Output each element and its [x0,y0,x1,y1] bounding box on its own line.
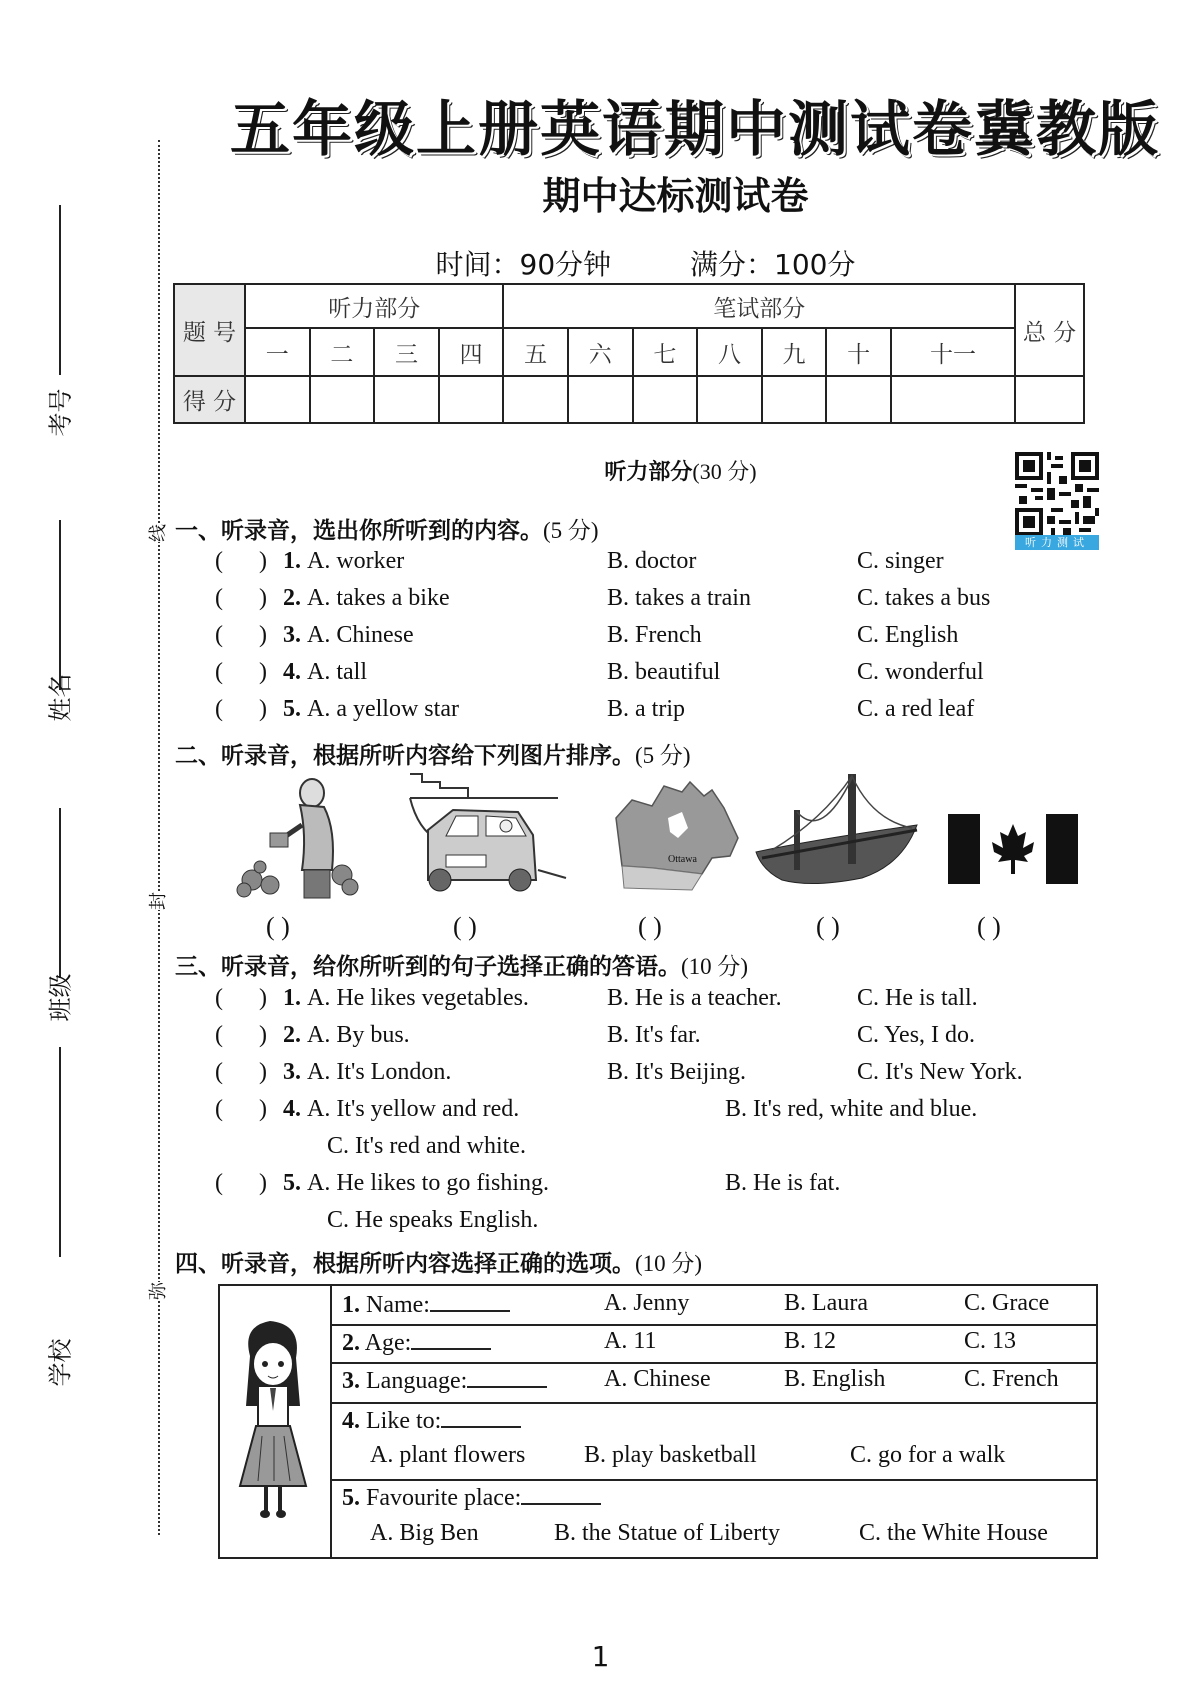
option-a: A. Chinese [604,1366,711,1392]
school-line[interactable] [59,1047,61,1257]
option-b: B. He is fat. [725,1170,841,1196]
section4-points: (10 分) [635,1251,703,1276]
section4-heading [175,1245,702,1278]
option-c: C. takes a bus [857,585,991,611]
section3-title: 三、听录音，给你所听到的句子选择正确的答语。 [175,954,681,980]
school-label: 学校 [46,1338,75,1387]
section3-points: (10 分) [681,954,749,979]
row-number: 3. [342,1368,360,1394]
score-cell-total[interactable] [1015,376,1084,423]
row-number: 4. [342,1408,360,1434]
exam-number-line[interactable] [59,205,61,375]
option-b: B. French [607,622,702,648]
option-c: C. 13 [964,1328,1017,1354]
question-number: 4. [283,1096,301,1122]
option-a: A. tall [307,659,367,685]
question-number: 1. [283,985,301,1011]
row-number: 1. [342,1292,360,1318]
section4-title: 四、听录音，根据所听内容选择正确的选项。 [175,1251,635,1277]
option-c: C. It's red and white. [327,1133,526,1159]
answer-blank[interactable] [467,1366,547,1388]
option-a: A. Jenny [604,1290,690,1316]
picture-canadian-flag [948,814,1078,884]
score-cell-1[interactable] [245,376,310,423]
option-c: C. the White House [859,1520,1048,1546]
class-line[interactable] [59,808,61,978]
answer-bracket[interactable]: ( ) [215,696,267,722]
option-c: C. He speaks English. [327,1207,539,1233]
option-c: C. singer [857,548,944,574]
option-a: A. a yellow star [307,696,459,722]
section1-points: (5 分) [543,518,599,543]
row-label: Language: [366,1368,468,1394]
exam-main-title: 五年级上册英语期中测试卷冀教版 [230,95,1160,165]
answer-bracket[interactable]: ( ) [215,622,267,648]
option-c: C. a red leaf [857,696,975,722]
option-c: C. French [964,1366,1059,1392]
option-b: B. He is a teacher. [607,985,782,1011]
picture-man-watering-flowers [232,775,362,900]
option-b: B. It's Beijing. [607,1059,746,1085]
listening-part-heading [0,455,1191,486]
picture-4-answer-bracket[interactable]: ( ) [816,912,840,941]
picture-3-answer-bracket[interactable]: ( ) [638,912,662,941]
answer-blank[interactable] [411,1328,491,1350]
option-c: C. He is tall. [857,985,978,1011]
option-b: B. beautiful [607,659,721,685]
girl-illustration [220,1286,326,1557]
col-10: 十 [826,328,891,376]
score-cell-2[interactable] [310,376,375,423]
picture-golden-gate-bridge [752,770,922,895]
binding-char-close: 弥 [144,1282,170,1300]
writing-group-header: 笔试部分 [503,284,1015,328]
row-number: 5. [342,1485,360,1511]
score-cell-3[interactable] [374,376,439,423]
question-number-header: 题 号 [174,284,245,376]
question-number: 3. [283,1059,301,1085]
col-6: 六 [568,328,633,376]
section2-points: (5 分) [635,743,691,768]
option-a: A. It's yellow and red. [307,1096,520,1122]
row-label: Favourite place: [366,1485,522,1511]
answer-bracket[interactable]: ( ) [215,1059,267,1085]
score-cell-10[interactable] [826,376,891,423]
answer-bracket[interactable]: ( ) [215,585,267,611]
class-label: 班级 [46,973,75,1022]
section2-heading [175,737,691,770]
binding-char-line: 线 [144,524,170,542]
score-cell-11[interactable] [891,376,1015,423]
total-score-header: 总 分 [1015,284,1084,376]
score-cell-8[interactable] [697,376,762,423]
map-label-ottawa: Ottawa [668,854,697,865]
col-4: 四 [439,328,504,376]
score-cell-4[interactable] [439,376,504,423]
answer-bracket[interactable]: ( ) [215,1170,267,1196]
binding-char-seal: 封 [144,892,170,910]
section1-heading [175,512,599,545]
answer-blank[interactable] [521,1483,601,1505]
picture-1-answer-bracket[interactable]: ( ) [266,912,290,941]
full-score: 满分：100分 [690,248,856,281]
answer-bracket[interactable]: ( ) [215,1022,267,1048]
answer-blank[interactable] [430,1290,510,1312]
col-11: 十一 [891,328,1015,376]
answer-bracket[interactable]: ( ) [215,548,267,574]
option-b: B. the Statue of Liberty [554,1520,780,1546]
row-label: Name: [366,1292,430,1318]
listening-part-points: (30 分) [692,459,757,484]
col-9: 九 [762,328,827,376]
answer-bracket[interactable]: ( ) [215,659,267,685]
time-limit: 时间：90分钟 [435,248,612,281]
exam-time-info [0,243,1191,283]
section4-info-box [218,1284,1098,1559]
question-number: 4. [283,659,301,685]
option-b: B. doctor [607,548,697,574]
name-line[interactable] [59,520,61,690]
col-8: 八 [697,328,762,376]
page-number: 1 [591,1640,610,1673]
section4-row-name [332,1286,1096,1326]
answer-bracket[interactable]: ( ) [215,1096,267,1122]
option-c: C. It's New York. [857,1059,1023,1085]
score-cell-9[interactable] [762,376,827,423]
score-cell-6[interactable] [568,376,633,423]
question-number: 1. [283,548,301,574]
listening-part-title: 听力部分 [604,460,693,485]
option-b: B. play basketball [584,1442,757,1468]
option-a: A. By bus. [307,1022,410,1048]
section4-row-favourite-place [332,1479,1096,1557]
score-table [173,283,1085,424]
option-c: C. Grace [964,1290,1050,1316]
section4-row-age [332,1324,1096,1364]
option-b: B. It's red, white and blue. [725,1096,978,1122]
section3-heading [175,948,748,981]
option-c: C. Yes, I do. [857,1022,976,1048]
exam-number-label: 考号 [46,388,75,437]
col-1: 一 [245,328,310,376]
option-a: A. Big Ben [370,1520,479,1546]
name-label: 姓名 [46,673,75,722]
question-number: 5. [283,1170,301,1196]
picture-5-answer-bracket[interactable]: ( ) [977,912,1001,941]
option-a: A. takes a bike [307,585,450,611]
qr-code-icon[interactable] [1015,452,1099,536]
picture-2-answer-bracket[interactable]: ( ) [453,912,477,941]
answer-blank[interactable] [441,1406,521,1428]
section4-row-language [332,1362,1096,1404]
option-b: B. 12 [784,1328,837,1354]
col-7: 七 [633,328,698,376]
question-number: 2. [283,1022,301,1048]
option-b: B. English [784,1366,886,1392]
row-label: Like to: [366,1408,442,1434]
col-2: 二 [310,328,375,376]
score-row-header: 得 分 [174,376,245,423]
score-cell-7[interactable] [633,376,698,423]
option-a: A. He likes to go fishing. [307,1170,549,1196]
option-a: A. It's London. [307,1059,452,1085]
option-b: B. It's far. [607,1022,701,1048]
girl-illustration-cell [220,1286,332,1557]
option-b: B. Laura [784,1290,868,1316]
col-5: 五 [503,328,568,376]
option-b: B. a trip [607,696,685,722]
option-b: B. takes a train [607,585,751,611]
option-a: A. He likes vegetables. [307,985,529,1011]
score-cell-5[interactable] [503,376,568,423]
question-number: 2. [283,585,301,611]
option-c: C. go for a walk [850,1442,1006,1468]
qr-code-label: 听力测试 [1015,535,1099,550]
option-a: A. 11 [604,1328,657,1354]
question-number: 5. [283,696,301,722]
binding-dotted-line [158,140,160,1535]
answer-bracket[interactable]: ( ) [215,985,267,1011]
exam-subtitle: 期中达标测试卷 [542,174,809,218]
listening-group-header: 听力部分 [245,284,503,328]
col-3: 三 [374,328,439,376]
section1-title: 一、听录音，选出你所听到的内容。 [175,518,543,544]
option-c: C. wonderful [857,659,984,685]
section2-title: 二、听录音，根据所听内容给下列图片排序。 [175,743,635,769]
picture-car-driving [408,770,568,900]
row-label: Age: [364,1330,412,1356]
section4-row-like-to [332,1402,1096,1481]
option-a: A. Chinese [307,622,414,648]
question-number: 3. [283,622,301,648]
option-c: C. English [857,622,959,648]
row-number: 2. [342,1330,360,1356]
option-a: A. worker [307,548,405,574]
picture-map-of-canada [612,778,742,893]
option-a: A. plant flowers [370,1442,526,1468]
